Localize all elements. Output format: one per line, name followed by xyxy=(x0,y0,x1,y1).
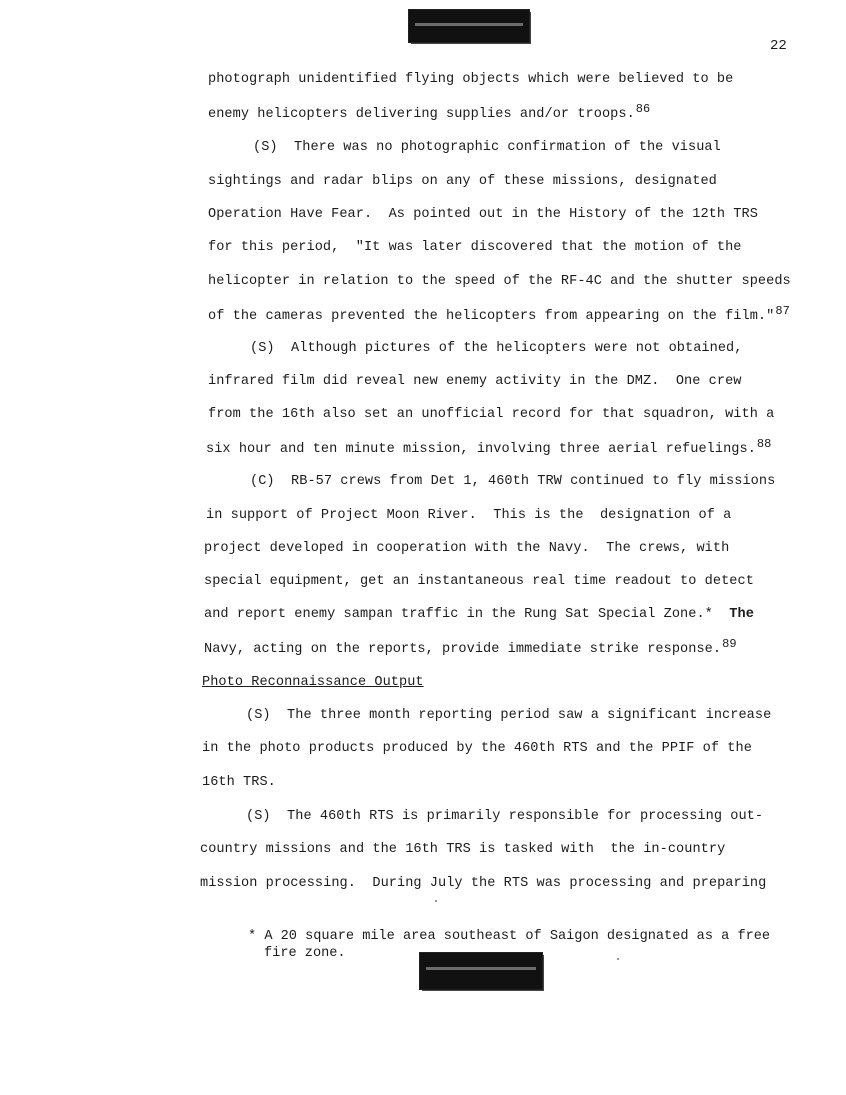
body-line: (S) Although pictures of the helicopters were not obtained, xyxy=(250,341,743,356)
body-line: for this period, "It was later discovered that the motion of the xyxy=(208,240,742,255)
page-number: 22 xyxy=(770,38,787,54)
footnote-ref: 89 xyxy=(722,637,737,651)
redacted-classification-stamp-top xyxy=(409,10,529,42)
body-line: (C) RB-57 crews from Det 1, 460th TRW continued to fly missions xyxy=(250,474,776,489)
bold-word: The xyxy=(729,607,754,622)
body-line: sightings and radar blips on any of these missions, designated xyxy=(208,174,717,189)
body-line: 16th TRS. xyxy=(202,775,276,790)
body-line: country missions and the 16th TRS is tasked with the in-country xyxy=(200,842,726,857)
footnote-ref: 86 xyxy=(635,102,651,116)
body-line: infrared film did reveal new enemy activity in the DMZ. One crew xyxy=(208,374,742,389)
footnote-ref: 87 xyxy=(775,304,790,318)
body-line: mission processing. During July the RTS was processing and preparing xyxy=(200,876,767,891)
body-line: Navy, acting on the reports, provide immediate strike response.89 xyxy=(204,637,737,657)
body-line: helicopter in relation to the speed of the RF-4C and the shutter speeds xyxy=(208,274,791,289)
body-line: (S) The three month reporting period saw a significant increase xyxy=(246,708,772,723)
body-line: six hour and ten minute mission, involving three aerial refuelings.88 xyxy=(206,437,772,457)
body-line: Operation Have Fear. As pointed out in the History of the 12th TRS xyxy=(208,207,758,222)
redacted-classification-stamp-bottom xyxy=(420,953,542,989)
scan-speck xyxy=(435,900,437,902)
body-line: in the photo products produced by the 460th RTS and the PPIF of the xyxy=(202,741,752,756)
body-line: from the 16th also set an unofficial record for that squadron, with a xyxy=(208,407,775,422)
scan-speck xyxy=(617,958,619,960)
footnote-ref: 88 xyxy=(756,437,772,451)
body-line: (S) The 460th RTS is primarily responsible for processing out- xyxy=(246,809,764,824)
section-heading: Photo Reconnaissance Output xyxy=(202,675,424,690)
body-line: in support of Project Moon River. This is the designation of a xyxy=(206,508,732,523)
body-line: special equipment, get an instantaneous real time readout to detect xyxy=(204,574,754,589)
footnote-line: fire zone. xyxy=(264,946,346,961)
body-line: of the cameras prevented the helicopters from appearing on the film."87 xyxy=(208,304,790,324)
body-line: project developed in cooperation with the Navy. The crews, with xyxy=(204,541,730,556)
body-line: and report enemy sampan traffic in the Rung Sat Special Zone.* The xyxy=(204,607,754,622)
body-line: photograph unidentified flying objects which were believed to be xyxy=(208,72,734,87)
body-line: (S) There was no photographic confirmation of the visual xyxy=(253,140,721,155)
footnote-line: * A 20 square mile area southeast of Saigon designated as a free xyxy=(248,929,771,944)
body-line: enemy helicopters delivering supplies and/or troops.86 xyxy=(208,102,651,122)
